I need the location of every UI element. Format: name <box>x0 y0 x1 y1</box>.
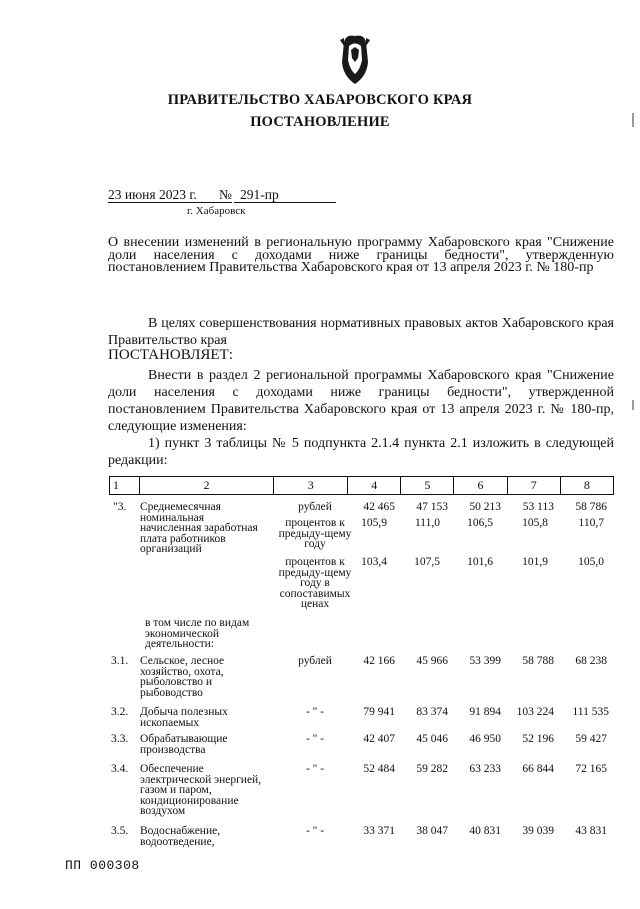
table-header-cell: 5 <box>401 477 454 495</box>
value-cell: 46 950 <box>469 733 501 745</box>
table-header-cell: 3 <box>274 477 348 495</box>
value-cell: 72 165 <box>575 763 607 775</box>
value-cell: 79 941 <box>363 706 395 718</box>
document-type-title: ПОСТАНОВЛЕНИЕ <box>250 114 390 130</box>
footer-code: ПП 000308 <box>65 858 140 873</box>
value-cell: 58 786 <box>575 501 607 513</box>
value-cell: 59 282 <box>416 763 448 775</box>
number-label: № <box>219 187 232 202</box>
value-cell: 107,5 <box>414 556 440 568</box>
decree-word: ПОСТАНОВЛЯЕТ: <box>108 347 233 363</box>
indicator-name: Обрабатывающие производства <box>140 733 228 756</box>
value-cell: 103 224 <box>516 706 554 718</box>
indicator-name: Добыча полезных ископаемых <box>140 706 228 729</box>
value-cell: 45 046 <box>416 733 448 745</box>
value-cell: 103,4 <box>361 556 387 568</box>
government-title: ПРАВИТЕЛЬСТВО ХАБАРОВСКОГО КРАЯ <box>167 92 473 108</box>
table-header-cell: 2 <box>139 477 274 495</box>
table-header-cell: 6 <box>454 477 507 495</box>
unit-cell: - " - <box>305 706 325 718</box>
paragraph-amendment: Внести в раздел 2 региональной программы Хабаровского края "Снижение доли населения с доходами ниже границы бедности", утвержденной постановлением Правительства Хабаровского края от 13 апреля 2023 г. № 180-пр, следующие изменения: <box>108 368 614 434</box>
value-cell: 110,7 <box>578 517 604 529</box>
value-cell: 83 374 <box>416 706 448 718</box>
document-subject: О внесении изменений в региональную программу Хабаровского края "Снижение доли населения с доходами ниже границы бедности", утвержденную постановлением Правительства Хабаровского края от 13 апреля 2023 г. № 180-пр <box>108 235 614 275</box>
value-cell: 45 966 <box>416 655 448 667</box>
date-underline <box>108 202 232 203</box>
row-number: 3.3. <box>111 733 129 745</box>
value-cell: 101,6 <box>467 556 493 568</box>
value-cell: 38 047 <box>416 825 448 837</box>
value-cell: 42 166 <box>363 655 395 667</box>
row-number: 3.1. <box>111 655 129 667</box>
scan-edge-mark <box>632 113 634 127</box>
table-header-cell: 8 <box>560 477 613 495</box>
value-cell: 105,8 <box>522 517 548 529</box>
value-cell: 33 371 <box>363 825 395 837</box>
paragraph-item-1: 1) пункт 3 таблицы № 5 подпункта 2.1.4 пункта 2.1 изложить в следующей редакции: <box>108 436 614 468</box>
row-number: 3.5. <box>111 825 129 837</box>
value-cell: 42 407 <box>363 733 395 745</box>
value-cell: 101,9 <box>522 556 548 568</box>
unit-cell: - " - <box>305 763 325 775</box>
value-cell: 50 213 <box>469 501 501 513</box>
unit-cell: - " - <box>305 825 325 837</box>
value-cell: 111 535 <box>572 706 609 718</box>
value-cell: 53 399 <box>469 655 501 667</box>
value-cell: 91 894 <box>469 706 501 718</box>
value-cell: 105,9 <box>361 517 387 529</box>
scan-edge-mark <box>632 400 634 410</box>
value-cell: 40 831 <box>469 825 501 837</box>
indicators-table-header <box>109 476 614 495</box>
indicator-name: Обеспечение электрической энергией, газом и паром, кондиционирование воздухом <box>140 763 262 817</box>
unit-cell: рублей <box>298 501 332 513</box>
value-cell: 58 788 <box>522 655 554 667</box>
number-underline <box>234 202 336 203</box>
value-cell: 53 113 <box>522 501 554 513</box>
value-cell: 111,0 <box>414 517 440 529</box>
value-cell: 52 196 <box>522 733 554 745</box>
value-cell: 63 233 <box>469 763 501 775</box>
table-header-cell: 1 <box>110 477 140 495</box>
indicator-name: Среднемесячная номинальная начисленная заработная плата работников организаций <box>140 501 258 555</box>
value-cell: 106,5 <box>467 517 493 529</box>
unit-cell: - " - <box>305 733 325 745</box>
coat-of-arms-emblem <box>332 32 378 86</box>
row-number: "3. <box>113 501 127 513</box>
value-cell: 39 039 <box>522 825 554 837</box>
paragraph-purpose: В целях совершенствования нормативных правовых актов Хабаровского края Правительство края <box>108 316 614 348</box>
row-number: 3.4. <box>111 763 129 775</box>
value-cell: 47 153 <box>416 501 448 513</box>
table-header-cell: 7 <box>507 477 560 495</box>
value-cell: 68 238 <box>575 655 607 667</box>
row-number: 3.2. <box>111 706 129 718</box>
subheading-cell: в том числе по видам экономической деятельности: <box>145 617 250 650</box>
unit-cell: процентов к предыду-щему году <box>278 517 352 550</box>
indicator-name: Сельское, лесное хозяйство, охота, рыболовство и рыбоводство <box>140 655 225 699</box>
unit-cell: рублей <box>298 655 332 667</box>
value-cell: 42 465 <box>363 501 395 513</box>
document-date: 23 июня 2023 г. <box>108 187 197 202</box>
document-city: г. Хабаровск <box>187 205 246 217</box>
value-cell: 105,0 <box>578 556 604 568</box>
value-cell: 52 484 <box>363 763 395 775</box>
unit-cell: процентов к предыду-щему году в сопоставимых ценах <box>278 556 352 610</box>
value-cell: 66 844 <box>522 763 554 775</box>
indicator-name: Водоснабжение, водоотведение, <box>140 825 221 848</box>
document-number: 291-пр <box>240 187 279 202</box>
table-header-cell: 4 <box>348 477 401 495</box>
value-cell: 43 831 <box>575 825 607 837</box>
value-cell: 59 427 <box>575 733 607 745</box>
